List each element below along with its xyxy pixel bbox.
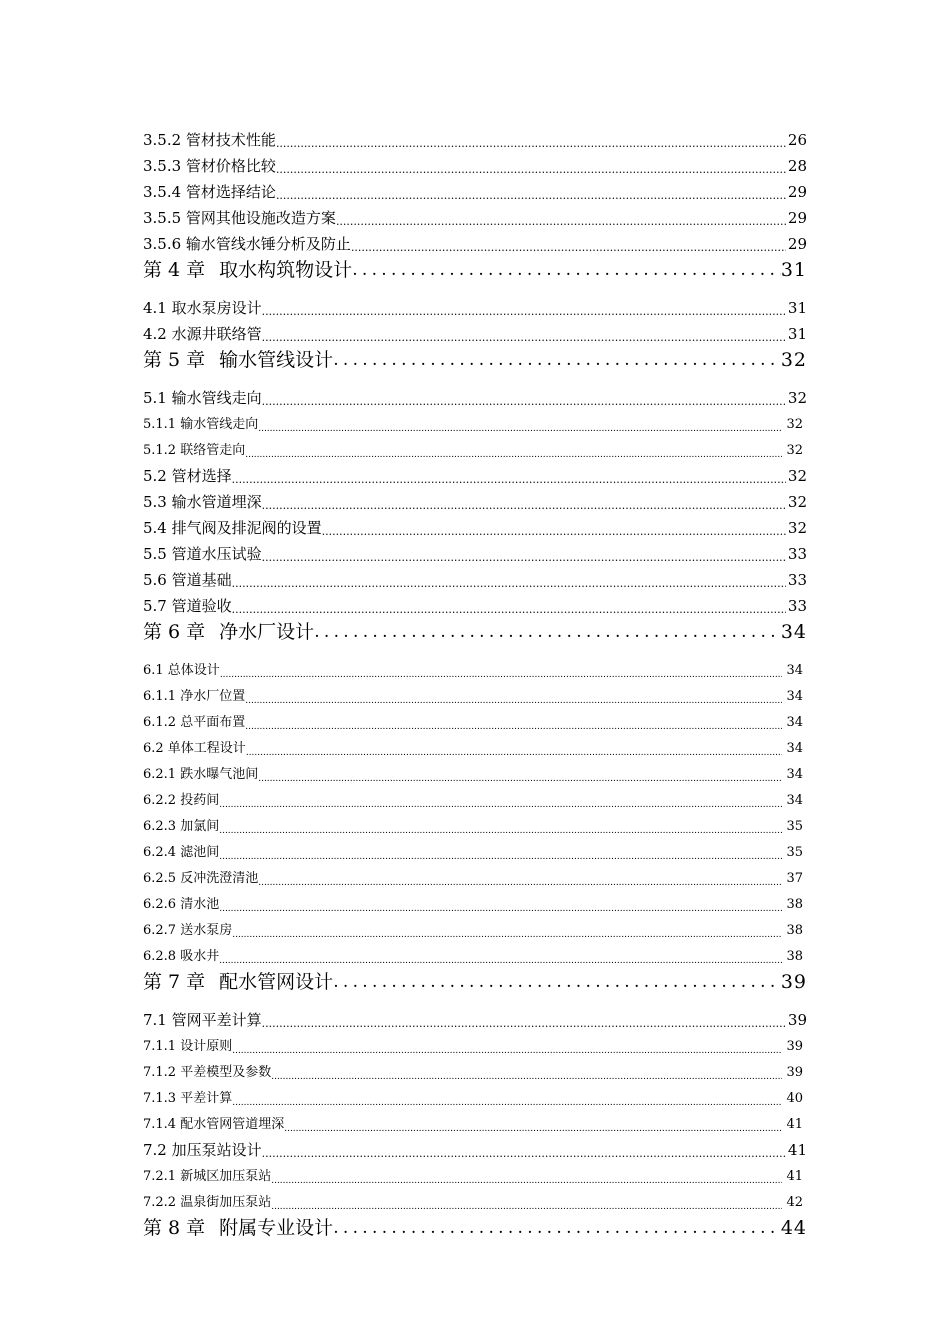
toc-entry[interactable]	[143, 592, 807, 618]
toc-entry[interactable]	[143, 410, 807, 436]
toc-page-number: 33	[787, 597, 807, 615]
dot-leader	[276, 164, 786, 178]
dot-leader	[219, 904, 782, 916]
toc-page-number: 35	[786, 819, 803, 834]
dot-leader	[246, 748, 783, 760]
dot-leader	[245, 722, 782, 734]
toc-page-number: 38	[786, 897, 803, 912]
toc-page-number: 38	[786, 923, 803, 938]
toc-page-number: 29	[787, 235, 807, 253]
dot-leader	[262, 396, 786, 410]
toc-entry[interactable]	[143, 1136, 807, 1162]
toc-entry-title: 5.6 管道基础	[143, 571, 232, 589]
toc-page-number: 41	[786, 1117, 803, 1132]
toc-page-number: 37	[786, 871, 803, 886]
toc-page-number: 32	[780, 349, 807, 371]
toc-page-number: 34	[780, 621, 807, 643]
dot-leader	[333, 969, 781, 995]
toc-entry-title: 6.2 单体工程设计	[143, 741, 246, 756]
toc-entry[interactable]	[143, 152, 807, 178]
toc-page-number: 38	[786, 949, 803, 964]
dot-leader	[258, 424, 782, 436]
toc-entry[interactable]	[143, 1162, 807, 1188]
toc-page-number: 34	[786, 689, 803, 704]
toc-entry[interactable]	[143, 890, 807, 916]
toc-entry-title: 6.2.3 加氯间	[143, 819, 220, 834]
toc-page-number: 31	[787, 299, 807, 317]
dot-leader	[245, 450, 782, 462]
toc-entry-title: 6.2.1 跌水曝气池间	[143, 767, 259, 782]
toc-page-number: 32	[787, 467, 807, 485]
dot-leader	[271, 1176, 782, 1188]
toc-chapter-entry[interactable]	[143, 346, 807, 384]
toc-entry[interactable]	[143, 734, 807, 760]
dot-leader	[232, 578, 786, 592]
toc-page-number: 39	[786, 1039, 803, 1054]
dot-leader	[232, 1046, 782, 1058]
toc-page-number: 29	[787, 209, 807, 227]
chapter-name: 取水构筑物设计	[219, 259, 353, 281]
toc-entry[interactable]	[143, 1110, 807, 1136]
dot-leader	[322, 526, 786, 540]
toc-entry[interactable]	[143, 786, 807, 812]
toc-entry[interactable]	[143, 294, 807, 320]
toc-entry-title: 3.5.4 管材选择结论	[143, 183, 276, 201]
toc-entry-title: 4.1 取水泵房设计	[143, 299, 262, 317]
chapter-name: 附属专业设计	[219, 1217, 334, 1239]
chapter-name: 输水管线设计	[219, 349, 334, 371]
chapter-number: 第 8 章	[143, 1217, 206, 1239]
dot-leader	[219, 852, 782, 864]
dot-leader	[262, 332, 786, 346]
toc-entry-title: 6.2.4 滤池间	[143, 845, 220, 860]
dot-leader	[219, 826, 782, 838]
toc-entry[interactable]	[143, 760, 807, 786]
toc-entry[interactable]	[143, 1058, 807, 1084]
dot-leader	[220, 670, 783, 682]
toc-page-number: 34	[786, 663, 803, 678]
dot-leader	[352, 257, 781, 283]
toc-entry[interactable]	[143, 838, 807, 864]
toc-entry-title: 6.2.2 投药间	[143, 793, 220, 808]
toc-chapter-entry[interactable]	[143, 256, 807, 294]
toc-entry-title: 5.5 管道水压试验	[143, 545, 262, 563]
toc-entry-title	[143, 969, 333, 995]
toc-entry[interactable]	[143, 942, 807, 968]
toc-entry[interactable]	[143, 126, 807, 152]
dot-leader	[262, 500, 786, 514]
toc-entry[interactable]	[143, 514, 807, 540]
dot-leader	[271, 1072, 782, 1084]
toc-entry-title: 5.1.1 输水管线走向	[143, 417, 259, 432]
dot-leader	[232, 604, 786, 618]
toc-entry[interactable]	[143, 916, 807, 942]
toc-entry-title: 6.1 总体设计	[143, 663, 220, 678]
chapter-name: 净水厂设计	[219, 621, 315, 643]
toc-entry-title: 6.1.1 净水厂位置	[143, 689, 246, 704]
toc-entry[interactable]	[143, 1006, 807, 1032]
toc-entry[interactable]	[143, 540, 807, 566]
dot-leader	[336, 216, 786, 230]
toc-page-number: 32	[787, 493, 807, 511]
dot-leader	[232, 474, 786, 488]
toc-entry[interactable]	[143, 656, 807, 682]
toc-entry-title: 5.1 输水管线走向	[143, 389, 262, 407]
toc-page-number: 32	[786, 417, 803, 432]
toc-entry-title: 6.2.6 清水池	[143, 897, 220, 912]
toc-entry[interactable]	[143, 566, 807, 592]
toc-page-number: 39	[780, 971, 807, 993]
toc-entry[interactable]	[143, 1032, 807, 1058]
chapter-number: 第 6 章	[143, 621, 206, 643]
toc-entry-title: 4.2 水源井联络管	[143, 325, 262, 343]
toc-entry[interactable]	[143, 384, 807, 410]
toc-entry[interactable]	[143, 488, 807, 514]
chapter-number: 第 7 章	[143, 971, 206, 993]
toc-page-number: 31	[787, 325, 807, 343]
toc-entry[interactable]	[143, 682, 807, 708]
toc-entry[interactable]	[143, 436, 807, 462]
toc-entry-title: 7.1.3 平差计算	[143, 1091, 233, 1106]
toc-entry-title: 3.5.3 管材价格比较	[143, 157, 276, 175]
toc-entry-title: 5.1.2 联络管走向	[143, 443, 246, 458]
chapter-number: 第 5 章	[143, 349, 206, 371]
toc-page-number: 39	[786, 1065, 803, 1080]
toc-page-number: 42	[786, 1195, 803, 1210]
toc-entry-title	[143, 257, 352, 283]
toc-page-number: 29	[787, 183, 807, 201]
dot-leader	[258, 878, 782, 890]
toc-page-number: 41	[786, 1169, 803, 1184]
toc-entry[interactable]	[143, 1084, 807, 1110]
toc-entry[interactable]	[143, 320, 807, 346]
toc-page-number: 31	[780, 259, 807, 281]
toc-chapter-entry[interactable]	[143, 968, 807, 1006]
toc-entry[interactable]	[143, 230, 807, 256]
toc-entry-title: 3.5.5 管网其他设施改造方案	[143, 209, 336, 227]
dot-leader	[333, 347, 781, 373]
chapter-number: 第 4 章	[143, 259, 206, 281]
dot-leader	[271, 1202, 782, 1214]
toc-entry-title: 3.5.6 输水管线水锤分析及防止	[143, 235, 351, 253]
dot-leader	[276, 190, 786, 204]
dot-leader	[258, 774, 782, 786]
dot-leader	[333, 1215, 781, 1241]
toc-entry-title: 5.4 排气阀及排泥阀的设置	[143, 519, 322, 537]
toc-entry-title	[143, 619, 314, 645]
toc-entry[interactable]	[143, 864, 807, 890]
table-of-contents	[143, 126, 807, 1252]
toc-page-number: 32	[787, 389, 807, 407]
chapter-name: 配水管网设计	[219, 971, 334, 993]
dot-leader	[284, 1124, 782, 1136]
toc-entry-title	[143, 1215, 333, 1241]
toc-entry-title: 7.2.1 新城区加压泵站	[143, 1169, 272, 1184]
toc-entry-title: 7.2.2 温泉街加压泵站	[143, 1195, 272, 1210]
dot-leader	[232, 930, 782, 942]
toc-entry-title: 3.5.2 管材技术性能	[143, 131, 276, 149]
toc-entry-title: 7.1.1 设计原则	[143, 1039, 233, 1054]
toc-chapter-entry[interactable]	[143, 1214, 807, 1252]
dot-leader	[314, 619, 781, 645]
toc-page-number: 41	[787, 1141, 807, 1159]
dot-leader	[262, 1018, 786, 1032]
toc-chapter-entry[interactable]	[143, 618, 807, 656]
toc-page-number: 33	[787, 571, 807, 589]
toc-entry-title: 7.1.4 配水管网管道埋深	[143, 1117, 285, 1132]
dot-leader	[262, 1148, 786, 1162]
toc-entry-title: 5.3 输水管道埋深	[143, 493, 262, 511]
dot-leader	[245, 696, 782, 708]
toc-page-number: 33	[787, 545, 807, 563]
toc-entry-title: 7.1.2 平差模型及参数	[143, 1065, 272, 1080]
toc-entry-title: 5.7 管道验收	[143, 597, 232, 615]
toc-entry[interactable]	[143, 812, 807, 838]
toc-entry-title	[143, 347, 333, 373]
toc-entry-title: 5.2 管材选择	[143, 467, 232, 485]
toc-entry-title: 6.2.7 送水泵房	[143, 923, 233, 938]
dot-leader	[219, 800, 782, 812]
toc-page-number: 40	[786, 1091, 803, 1106]
dot-leader	[232, 1098, 782, 1110]
toc-entry[interactable]	[143, 708, 807, 734]
dot-leader	[262, 306, 786, 320]
toc-entry-title: 7.1 管网平差计算	[143, 1011, 262, 1029]
toc-page-number: 26	[787, 131, 807, 149]
toc-page-number: 28	[787, 157, 807, 175]
dot-leader	[276, 138, 786, 152]
toc-entry[interactable]	[143, 178, 807, 204]
toc-page-number: 34	[786, 793, 803, 808]
toc-entry-title: 6.2.8 吸水井	[143, 949, 220, 964]
toc-entry-title: 6.2.5 反冲洗澄清池	[143, 871, 259, 886]
toc-page-number: 32	[787, 519, 807, 537]
toc-page-number: 32	[786, 443, 803, 458]
toc-page-number: 44	[780, 1217, 807, 1239]
toc-page-number: 34	[786, 767, 803, 782]
toc-entry-title: 6.1.2 总平面布置	[143, 715, 246, 730]
dot-leader	[219, 956, 782, 968]
toc-page-number: 35	[786, 845, 803, 860]
toc-entry-title: 7.2 加压泵站设计	[143, 1141, 262, 1159]
toc-page-number: 34	[786, 741, 803, 756]
toc-page-number: 39	[787, 1011, 807, 1029]
toc-entry[interactable]	[143, 1188, 807, 1214]
dot-leader	[262, 552, 786, 566]
toc-entry[interactable]	[143, 462, 807, 488]
toc-page-number: 34	[786, 715, 803, 730]
dot-leader	[351, 242, 786, 256]
toc-entry[interactable]	[143, 204, 807, 230]
